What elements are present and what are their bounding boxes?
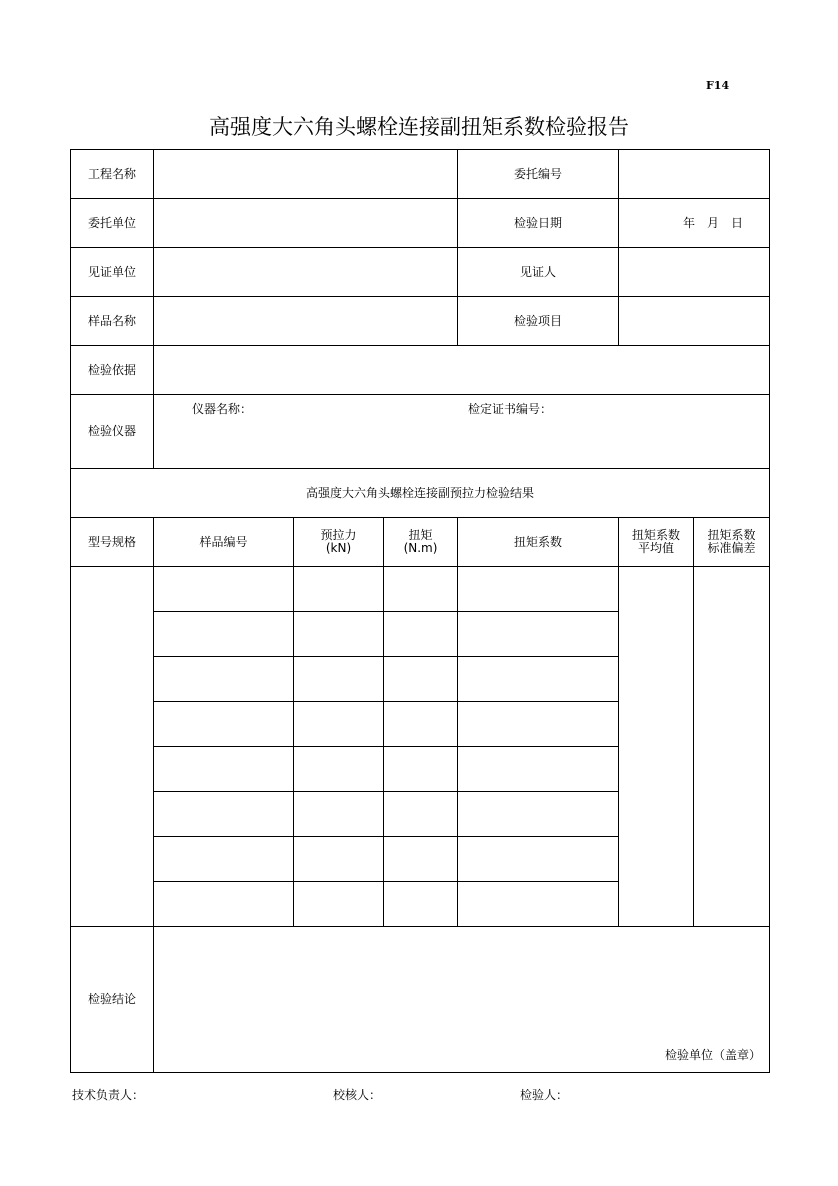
col-header: 扭矩 (N.m) [384,518,458,567]
reviewer-label: 校核人： [333,1088,382,1102]
col-header: 扭矩系数 [458,518,619,567]
cell[interactable] [154,612,294,657]
label: 检验仪器 [71,395,154,469]
inspector-label: 检验人： [520,1088,569,1102]
cell[interactable] [384,702,458,747]
label: 样品名称 [71,297,154,346]
avg-cell[interactable] [619,567,694,927]
cell[interactable] [294,792,384,837]
info-row [71,297,770,346]
label: 检验依据 [71,346,154,395]
info-row [71,199,770,248]
test-item-field[interactable] [619,297,770,346]
cell[interactable] [458,657,619,702]
cell[interactable] [458,792,619,837]
col-header: 扭矩系数 标准偏差 [694,518,770,567]
col-header: 扭矩系数 平均值 [619,518,694,567]
cell[interactable] [294,657,384,702]
cell[interactable] [294,882,384,927]
info-row [71,248,770,297]
basis-row [71,346,770,395]
cell[interactable] [384,657,458,702]
spec-cell[interactable] [71,567,154,927]
basis-field[interactable] [154,346,770,395]
cell[interactable] [294,747,384,792]
page-title: 高强度大六角头螺栓连接副扭矩系数检验报告 [209,115,629,139]
header-row [71,518,770,567]
label: 检验日期 [458,199,619,248]
instrument-row [71,395,770,469]
commission-no-field[interactable] [619,150,770,199]
witness-field[interactable] [619,248,770,297]
col-header: 预拉力 (kN) [294,518,384,567]
label: 委托单位 [71,199,154,248]
client-field[interactable] [154,199,458,248]
label: 检验结论 [71,927,154,1073]
label: 检验项目 [458,297,619,346]
report-table [70,149,770,1073]
cell[interactable] [458,612,619,657]
cell[interactable] [154,567,294,612]
cell[interactable] [294,612,384,657]
cell[interactable] [154,657,294,702]
instrument-name-label: 仪器名称： [192,402,253,416]
cell[interactable] [294,702,384,747]
cell[interactable] [154,702,294,747]
cell[interactable] [384,792,458,837]
results-title-row [71,469,770,518]
results-title: 高强度大六角头螺栓连接副预拉力检验结果 [71,469,770,518]
col-header: 样品编号 [154,518,294,567]
project-name-field[interactable] [154,150,458,199]
cell[interactable] [458,702,619,747]
cell[interactable] [154,792,294,837]
col-header: 型号规格 [71,518,154,567]
cell[interactable] [384,882,458,927]
conclusion-row [71,927,770,1073]
cell[interactable] [458,747,619,792]
stamp-label: 检验单位（盖章） [665,1048,762,1062]
label: 委托编号 [458,150,619,199]
conclusion-field[interactable] [154,927,770,1073]
sample-name-field[interactable] [154,297,458,346]
tech-lead-label: 技术负责人： [72,1088,145,1102]
cell[interactable] [384,612,458,657]
label: 工程名称 [71,150,154,199]
info-row [71,150,770,199]
cell[interactable] [384,747,458,792]
cert-no-label: 检定证书编号： [468,402,553,416]
cell[interactable] [154,837,294,882]
cell[interactable] [458,567,619,612]
table-row [71,567,770,612]
witness-unit-field[interactable] [154,248,458,297]
label: 见证单位 [71,248,154,297]
test-date-field[interactable]: 年 月 日 [619,199,770,248]
cell[interactable] [458,882,619,927]
cell[interactable] [458,837,619,882]
label: 见证人 [458,248,619,297]
instrument-field[interactable] [154,395,770,469]
cell[interactable] [384,837,458,882]
form-code: F14 [706,79,730,92]
cell[interactable] [384,567,458,612]
cell[interactable] [294,837,384,882]
cell[interactable] [294,567,384,612]
cell[interactable] [154,747,294,792]
cell[interactable] [154,882,294,927]
stddev-cell[interactable] [694,567,770,927]
